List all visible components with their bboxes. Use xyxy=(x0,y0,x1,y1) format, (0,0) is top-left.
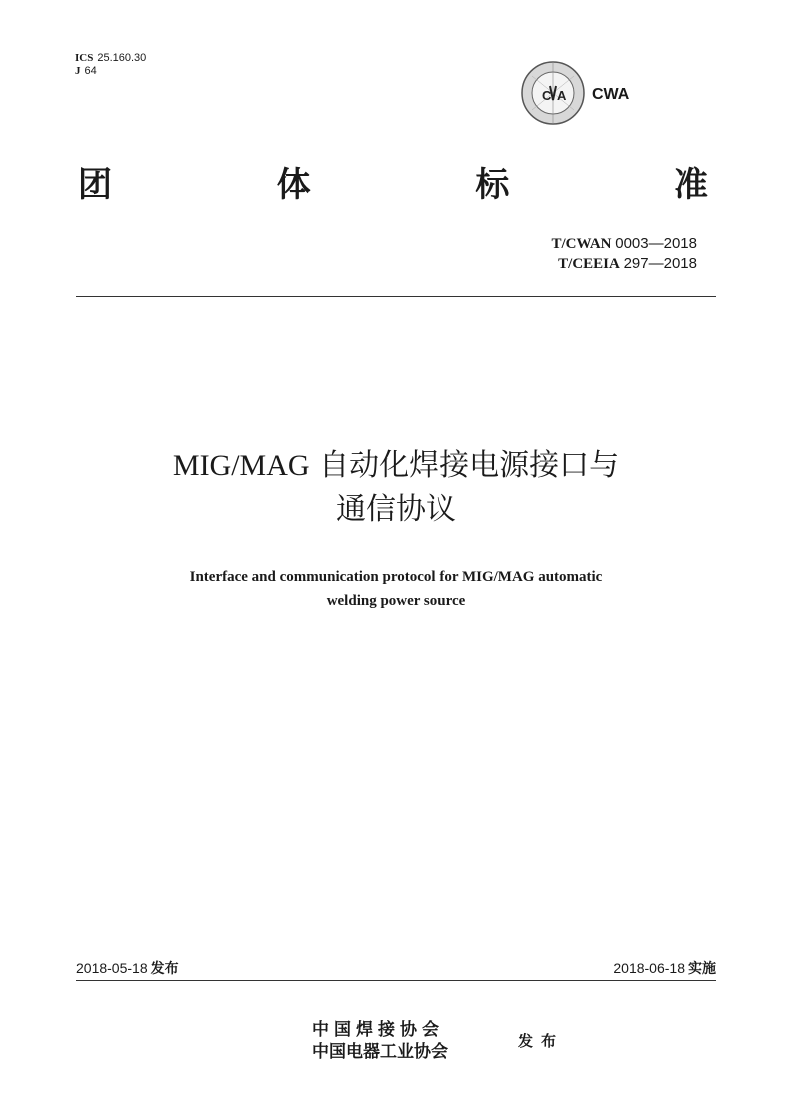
category-char: 准 xyxy=(673,165,708,205)
standard-number-value: 0003—2018 xyxy=(615,235,697,252)
bottom-divider xyxy=(76,980,716,981)
publish-date-label: 发布 xyxy=(150,961,179,977)
category-char: 标 xyxy=(475,165,510,205)
classification-codes xyxy=(75,52,146,78)
issuing-organizations xyxy=(312,1019,448,1063)
title-latin-part: MIG/MAG xyxy=(172,449,310,482)
english-title-line-2: welding power source xyxy=(326,593,466,609)
issue-label: 发布 xyxy=(518,1032,565,1050)
ics-label: ICS xyxy=(75,52,94,64)
english-title-line-1: Interface and communication protocol for MIG/MAG automatic xyxy=(189,569,603,585)
standard-prefix: T/CEEIA xyxy=(558,256,620,272)
logo-label: CWA xyxy=(592,86,630,103)
standard-numbers xyxy=(551,234,697,274)
category-char: 体 xyxy=(276,165,311,205)
ccs-code xyxy=(75,65,146,78)
top-divider xyxy=(76,296,716,297)
ics-code xyxy=(75,52,146,65)
standard-number xyxy=(551,254,697,274)
ics-value: 25.160.30 xyxy=(97,52,147,64)
standard-category-heading xyxy=(78,163,708,207)
standard-prefix: T/CWAN xyxy=(551,236,612,252)
standard-number xyxy=(551,234,697,254)
implement-date xyxy=(613,958,716,978)
ccs-label: J xyxy=(75,65,81,77)
chinese-title-line-1 xyxy=(60,444,732,488)
title-cn-part: 自动化焊接电源接口与 xyxy=(309,448,620,483)
issuer-ceeia: 中国电器工业协会 xyxy=(312,1042,448,1062)
implement-date-label: 实施 xyxy=(688,961,716,977)
svg-text:A: A xyxy=(557,88,567,103)
implement-date-value: 2018-06-18 xyxy=(613,960,685,976)
english-title xyxy=(60,565,732,613)
chinese-title-line-2: 通信协议 xyxy=(336,492,456,527)
issuer-cwan: 中国焊接协会 xyxy=(312,1020,444,1040)
standard-number-value: 297—2018 xyxy=(623,255,697,272)
publish-date xyxy=(76,958,179,978)
category-char: 团 xyxy=(78,165,112,205)
svg-text:C: C xyxy=(542,88,552,103)
publish-date-value: 2018-05-18 xyxy=(76,960,148,976)
chinese-title xyxy=(60,444,732,532)
ccs-value: 64 xyxy=(84,65,97,77)
cwa-logo-icon xyxy=(520,60,586,126)
